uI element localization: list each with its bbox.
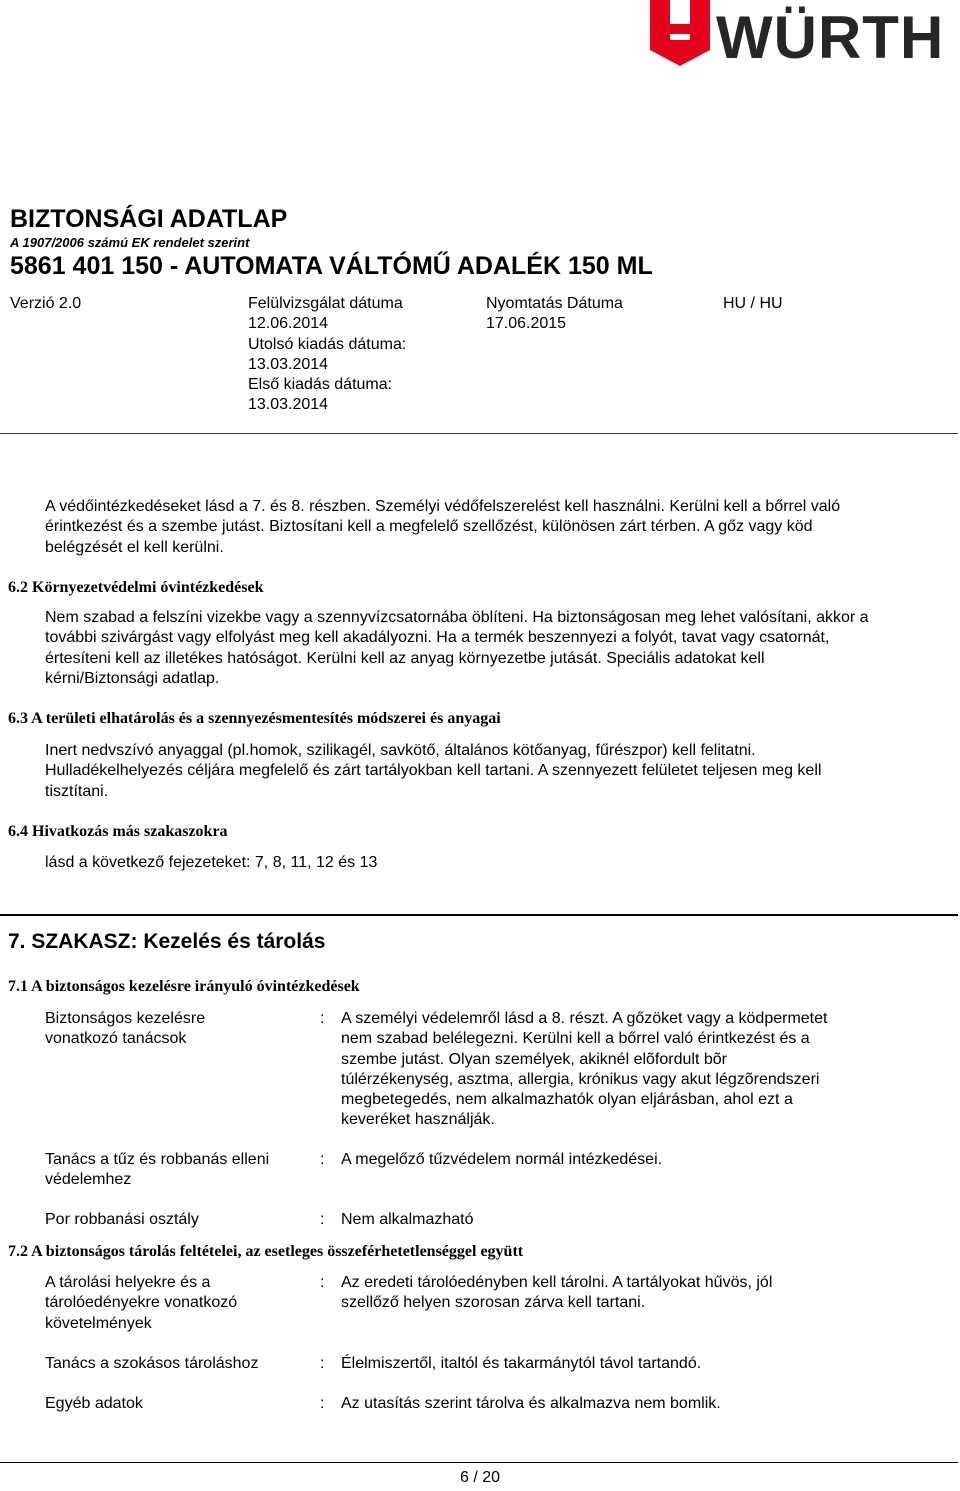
label-line: Por robbanási osztály	[45, 1211, 199, 1228]
value-line: szellőző helyen szorosan zárva kell tartani.	[341, 1294, 646, 1312]
handling-advice-label	[45, 1009, 310, 1050]
print-label: Nyomtatás Dátuma	[486, 295, 623, 312]
wurth-flag-icon	[650, 0, 710, 66]
value-line: A megelőző tűzvédelem normál intézkedései.	[341, 1151, 663, 1168]
logo-wordmark: WÜRTH	[716, 4, 945, 71]
text-line: lásd a következő fejezeteket: 7, 8, 11, 12 és 13	[45, 854, 378, 871]
label-line: Tanács a szokásos tároláshoz	[45, 1355, 259, 1372]
label-line: A tárolási helyekre és a	[45, 1274, 211, 1291]
section-6-4-title: 6.4 Hivatkozás más szakaszokra	[8, 823, 228, 840]
colon-separator: :	[320, 1395, 325, 1412]
value-line: megbetegedés, nem alkalmazhatók olyan eljárásban, ahol ezt a	[341, 1091, 793, 1109]
regulation-subtitle: A 1907/2006 számú EK rendelet szerint	[10, 235, 250, 250]
value-line: szembe jutást. Olyan személyek, akiknél elõfordult bõr	[341, 1050, 727, 1068]
date-block	[248, 294, 406, 416]
colon-separator: :	[320, 1355, 325, 1372]
text-line: belégzését el kell kerülni.	[45, 538, 224, 556]
last-issue-date: 13.03.2014	[248, 355, 329, 373]
print-date: 17.06.2015	[486, 315, 567, 333]
review-label: Felülvizsgálat dátuma	[248, 295, 403, 312]
text-line: további szivárgást vagy elfolyást meg kell akadályozni. Ha a termék beszennyezi a folyót, tavat vagy csatornát,	[45, 629, 830, 647]
label-line: védelemhez	[45, 1171, 132, 1189]
section-7-title: 7. SZAKASZ: Kezelés és tárolás	[8, 930, 326, 953]
last-issue-label: Utolsó kiadás dátuma:	[248, 335, 407, 353]
intro-paragraph	[45, 497, 955, 558]
language-label: HU / HU	[723, 295, 783, 312]
label-line: tárolóedényekre vonatkozó	[45, 1294, 238, 1312]
label-line: Egyéb adatok	[45, 1395, 143, 1412]
fire-protection-value	[341, 1150, 901, 1170]
storage-requirements-label	[45, 1273, 310, 1334]
value-line: Élelmiszertől, italtól és takarmánytól távol tartandó.	[341, 1355, 702, 1372]
review-date: 12.06.2014	[248, 315, 329, 333]
text-line: érintkezést és a szembe jutást. Biztosítani kell a megfelelő szellőzést, különösen zárt térben. A gőz vagy köd	[45, 518, 813, 536]
version-label: Verzió 2.0	[10, 295, 82, 312]
label-line: követelmények	[45, 1314, 152, 1332]
text-line: kérni/Biztonsági adatlap.	[45, 669, 220, 687]
header-divider	[0, 433, 958, 434]
dust-explosion-class-value	[341, 1210, 901, 1230]
handling-advice-value	[341, 1009, 901, 1131]
value-line: nem szabad belélegezni. Kerülni kell a bőrrel való érintkezést és a	[341, 1030, 810, 1048]
text-line: Hulladékelhelyezés céljára megfelelő és zárt tartályokban kell tartani. A szennyezett felületet teljesen meg kell	[45, 762, 822, 780]
section-6-3-body	[45, 741, 955, 802]
footer-divider	[0, 1462, 958, 1463]
colon-separator: :	[320, 1010, 325, 1027]
value-line: túlérzékenység, asztma, allergia, krónikus vagy akut légzõrendszeri	[341, 1070, 820, 1088]
dust-explosion-class-label	[45, 1210, 310, 1230]
document-title: BIZTONSÁGI ADATLAP	[10, 205, 288, 233]
page-number: 6 / 20	[459, 1469, 501, 1486]
text-line: Nem szabad a felszíni vizekbe vagy a szennyvízcsatornába öblíteni. Ha biztonságosan meg lehet valósítani, akkor a	[45, 609, 869, 626]
section-6-2-body	[45, 608, 955, 689]
text-line: értesíteni kell az illetékes hatóságot. Kerülni kell az anyag környezetbe jutását. Speciális adatokat kell	[45, 649, 765, 667]
section-6-4-body	[45, 853, 955, 873]
section-7-1-title: 7.1 A biztonságos kezelésre irányuló óvintézkedések	[8, 978, 360, 995]
product-name: 5861 401 150 - AUTOMATA VÁLTÓMŰ ADALÉK 150 ML	[10, 252, 653, 280]
colon-separator: :	[320, 1274, 325, 1291]
wurth-logo	[650, 0, 960, 70]
value-line: Nem alkalmazható	[341, 1211, 474, 1228]
fire-protection-label	[45, 1150, 310, 1191]
section-6-2-title: 6.2 Környezetvédelmi óvintézkedések	[8, 579, 264, 596]
storage-requirements-value	[341, 1273, 901, 1314]
section-divider	[0, 914, 958, 916]
section-7-2-title: 7.2 A biztonságos tárolás feltételei, az esetleges összeférhetetlenséggel együtt	[8, 1243, 524, 1260]
print-block	[486, 294, 623, 335]
value-line: Az utasítás szerint tárolva és alkalmazva nem bomlik.	[341, 1395, 721, 1412]
label-line: Tanács a tűz és robbanás elleni	[45, 1151, 270, 1168]
other-data-label	[45, 1394, 310, 1414]
text-line: A védőintézkedéseket lásd a 7. és 8. részben. Személyi védőfelszerelést kell használni. Kerülni kell a bőrrel való	[45, 498, 841, 515]
first-issue-label: Első kiadás dátuma:	[248, 376, 393, 394]
colon-separator: :	[320, 1151, 325, 1168]
label-line: Biztonságos kezelésre	[45, 1010, 206, 1027]
common-storage-advice-value	[341, 1354, 901, 1374]
label-line: vonatkozó tanácsok	[45, 1030, 187, 1048]
common-storage-advice-label	[45, 1354, 310, 1374]
value-line: keveréket használják.	[341, 1111, 495, 1129]
colon-separator: :	[320, 1211, 325, 1228]
value-line: A személyi védelemről lásd a 8. részt. A gőzöket vagy a ködpermetet	[341, 1010, 828, 1027]
first-issue-date: 13.03.2014	[248, 396, 329, 414]
section-6-3-title: 6.3 A területi elhatárolás és a szennyezésmentesítés módszerei és anyagai	[8, 710, 501, 727]
value-line: Az eredeti tárolóedényben kell tárolni. A tartályokat hűvös, jól	[341, 1274, 773, 1291]
text-line: tisztítani.	[45, 782, 109, 800]
text-line: Inert nedvszívó anyaggal (pl.homok, szilikagél, savkötő, általános kötőanyag, fűrészpor) kell felitatni.	[45, 742, 756, 759]
other-data-value	[341, 1394, 901, 1414]
